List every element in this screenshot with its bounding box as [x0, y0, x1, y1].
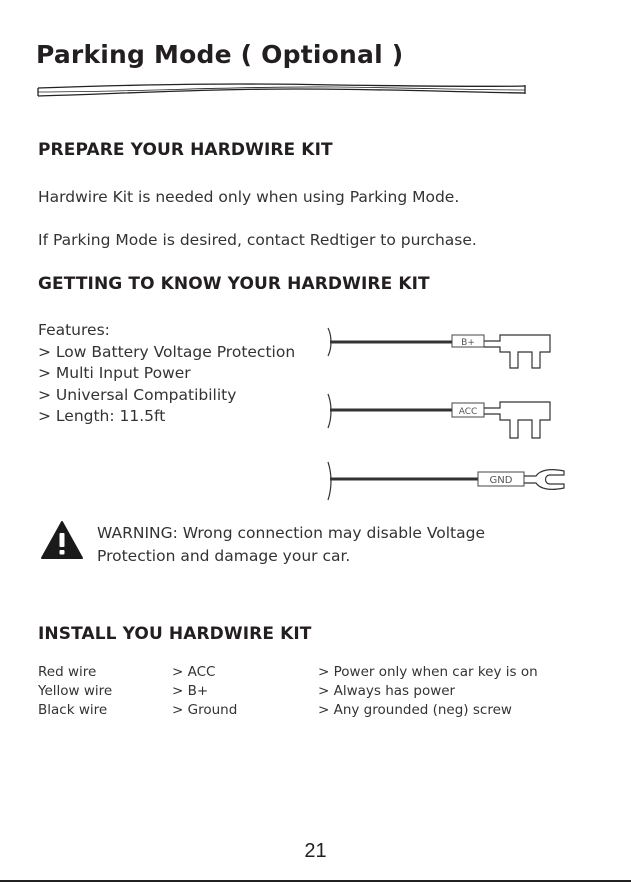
wire-description: > Power only when car key is on — [318, 664, 538, 680]
wire-label-acc: ACC — [458, 407, 478, 417]
bottom-divider — [0, 880, 631, 882]
wire-gnd — [328, 462, 564, 500]
hardwire-kit-diagram — [318, 322, 576, 510]
warning-line-1: WARNING: Wrong connection may disable Voltage — [97, 524, 485, 542]
wire-label-gnd: GND — [489, 475, 513, 486]
title-underline — [36, 80, 528, 102]
feature-item: > Length: 11.5ft — [38, 407, 166, 425]
wire-description: > Always has power — [318, 683, 456, 699]
feature-item: > Low Battery Voltage Protection — [38, 342, 296, 361]
warning-text — [97, 522, 485, 568]
install-heading: INSTALL YOU HARDWIRE KIT — [38, 624, 312, 644]
wire-b-plus — [328, 328, 550, 368]
wire-description: > Any grounded (neg) screw — [318, 702, 512, 718]
features-label: Features: — [38, 321, 110, 339]
wire-connection: > ACC — [172, 664, 216, 680]
features-list — [38, 320, 295, 428]
page-title: Parking Mode ( Optional ) — [36, 40, 404, 69]
getting-to-know-heading: GETTING TO KNOW YOUR HARDWIRE KIT — [38, 274, 430, 294]
wire-label-b-plus: B+ — [461, 338, 475, 348]
prepare-line-1: Hardwire Kit is needed only when using Parking Mode. — [38, 188, 460, 206]
wire-color: Yellow wire — [38, 683, 113, 699]
wire-connection: > B+ — [172, 683, 209, 699]
warning-line-2: Protection and damage your car. — [97, 547, 351, 565]
feature-item: > Universal Compatibility — [38, 385, 237, 404]
wire-acc — [328, 394, 550, 438]
warning-triangle-icon — [40, 520, 84, 560]
wire-connection: > Ground — [172, 702, 238, 718]
prepare-heading: PREPARE YOUR HARDWIRE KIT — [38, 140, 333, 160]
wire-color: Red wire — [38, 664, 97, 680]
prepare-line-2: If Parking Mode is desired, contact Redtiger to purchase. — [38, 231, 477, 249]
page-number: 21 — [304, 840, 327, 862]
feature-item: > Multi Input Power — [38, 364, 191, 382]
wire-color: Black wire — [38, 702, 108, 718]
